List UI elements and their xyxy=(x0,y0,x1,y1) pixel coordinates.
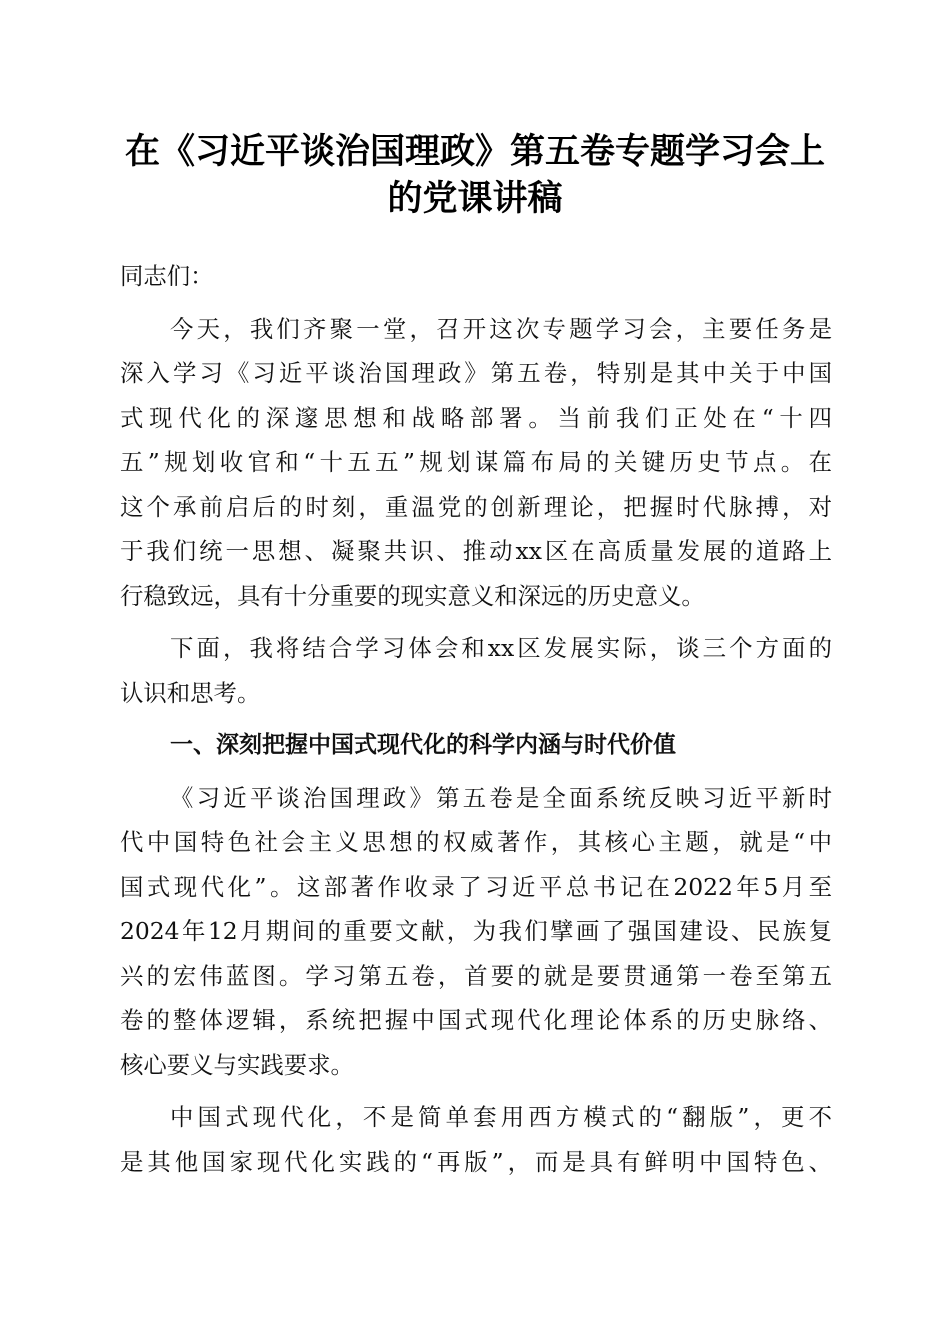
paragraph-line: 五”规划收官和“十五五”规划谋篇布局的关键历史节点。在 xyxy=(120,448,832,476)
paragraph-4 xyxy=(120,1095,832,1184)
paragraph-3 xyxy=(120,776,832,1088)
paragraph-line: 2024年12月期间的重要文献，为我们擘画了强国建设、民族复 xyxy=(120,917,832,945)
paragraph-line: 国式现代化”。这部著作收录了习近平总书记在2022年5月至 xyxy=(120,872,832,901)
paragraph-line: 核心要义与实践要求。 xyxy=(120,1050,354,1079)
paragraph-line: 认识和思考。 xyxy=(120,678,261,707)
paragraph-line: 中国式现代化，不是简单套用西方模式的“翻版”，更不 xyxy=(170,1103,832,1131)
document-body xyxy=(120,254,832,1184)
paragraph-line: 这个承前启后的时刻，重温党的创新理论，把握时代脉搏，对 xyxy=(120,492,832,521)
paragraph-line: 式现代化的深邃思想和战略部署。当前我们正处在“十四 xyxy=(120,403,832,432)
paragraph-line: 深入学习《习近平谈治国理政》第五卷，特别是其中关于中国 xyxy=(120,359,832,387)
paragraph-line: 于我们统一思想、凝聚共识、推动xx区在高质量发展的道路上 xyxy=(120,537,832,565)
section-heading: 一、深刻把握中国式现代化的科学内涵与时代价值 xyxy=(170,732,676,758)
paragraph-1 xyxy=(120,307,832,619)
paragraph-line: 下面，我将结合学习体会和xx区发展实际，谈三个方面的 xyxy=(170,634,832,662)
salutation: 同志们： xyxy=(120,262,214,290)
title-line: 在《习近平谈治国理政》第五卷专题学习会上 xyxy=(124,131,825,172)
paragraph-2 xyxy=(120,626,832,715)
paragraph-line: 兴的宏伟蓝图。学习第五卷，首要的就是要贯通第一卷至第五 xyxy=(120,961,832,990)
paragraph-line: 卷的整体逻辑，系统把握中国式现代化理论体系的历史脉络、 xyxy=(120,1006,832,1034)
document-title xyxy=(100,128,850,222)
paragraph-line: 代中国特色社会主义思想的权威著作，其核心主题，就是“中 xyxy=(120,828,832,856)
paragraph-line: 《习近平谈治国理政》第五卷是全面系统反映习近平新时 xyxy=(170,783,832,812)
paragraph-line: 是其他国家现代化实践的“再版”，而是具有鲜明中国特色、 xyxy=(120,1147,832,1176)
title-line: 的党课讲稿 xyxy=(387,178,563,219)
paragraph-line: 今天，我们齐聚一堂，召开这次专题学习会，主要任务是 xyxy=(170,314,832,343)
paragraph-line: 行稳致远，具有十分重要的现实意义和深远的历史意义。 xyxy=(120,581,705,610)
